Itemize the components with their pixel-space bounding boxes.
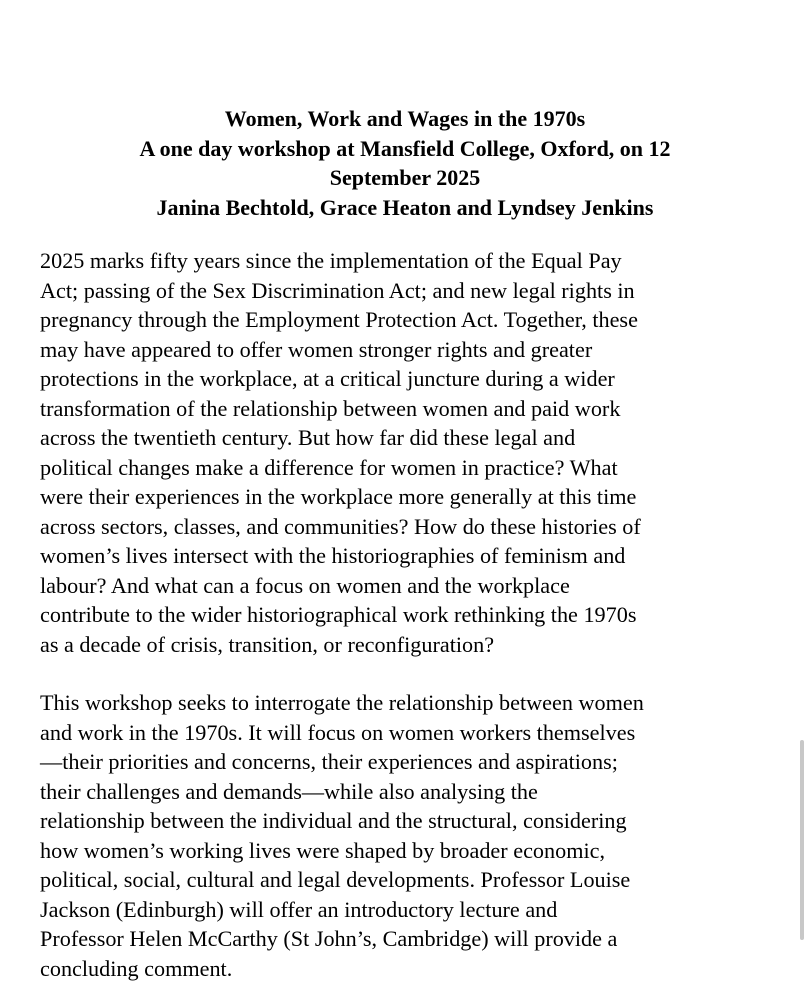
paragraph-line: pregnancy through the Employment Protection Act. Together, these [40, 307, 638, 332]
scrollbar-thumb[interactable] [800, 740, 804, 940]
paragraph-line: across the twentieth century. But how far did these legal and [40, 425, 576, 450]
paragraph-line: This workshop seeks to interrogate the relationship between women [40, 690, 644, 715]
paragraph-line: were their experiences in the workplace more generally at this time [40, 484, 637, 509]
paragraph-line: Professor Helen McCarthy (St John’s, Cambridge) will provide a [40, 926, 618, 951]
scrollbar[interactable] [798, 0, 806, 1000]
paragraph-line: women’s lives intersect with the historiographies of feminism and [40, 543, 626, 568]
paragraph-line: and work in the 1970s. It will focus on women workers themselves [40, 719, 636, 745]
paragraph-line: protections in the workplace, at a critical juncture during a wider [40, 366, 615, 391]
paragraph-line: transformation of the relationship between women and paid work [40, 395, 621, 421]
paragraph-line: relationship between the individual and the structural, considering [40, 808, 627, 833]
document-header [40, 104, 770, 222]
paragraph-line: —their priorities and concerns, their experiences and aspirations; [40, 749, 618, 774]
paragraph-line: Act; passing of the Sex Discrimination Act; and new legal rights in [40, 277, 635, 303]
paragraph-line: as a decade of crisis, transition, or reconfiguration? [40, 631, 495, 657]
paragraph-line: may have appeared to offer women stronger rights and greater [40, 336, 593, 362]
paragraph-line: contribute to the wider historiographical work rethinking the 1970s [40, 602, 637, 627]
paragraph-line: across sectors, classes, and communities? How do these histories of [40, 513, 641, 539]
paragraph-1 [40, 246, 770, 659]
workshop-title: Women, Work and Wages in the 1970s [224, 106, 586, 131]
paragraph-line: how women’s working lives were shaped by broader economic, [40, 837, 606, 863]
paragraph-line: political, social, cultural and legal developments. Professor Louise [40, 867, 631, 892]
workshop-organisers: Janina Bechtold, Grace Heaton and Lyndsey Jenkins [156, 194, 654, 220]
paragraph-line: their challenges and demands—while also analysing the [40, 778, 538, 804]
paragraph-line: political changes make a difference for women in practice? What [40, 454, 618, 480]
paragraph-line: Jackson (Edinburgh) will offer an introductory lecture and [40, 896, 558, 922]
paragraph-line: concluding comment. [40, 955, 233, 981]
paragraph-2 [40, 688, 770, 983]
paragraph-line: 2025 marks fifty years since the implementation of the Equal Pay [40, 248, 622, 273]
paragraph-line: labour? And what can a focus on women and the workplace [40, 572, 570, 598]
workshop-subtitle-line-2: September 2025 [329, 165, 481, 190]
workshop-subtitle-line-1: A one day workshop at Mansfield College, Oxford, on 12 [139, 135, 671, 161]
